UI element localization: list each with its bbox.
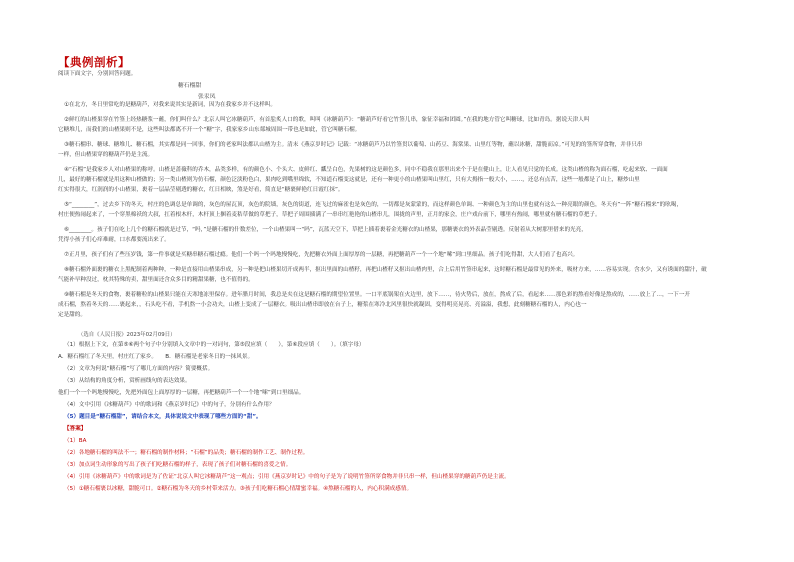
article-title: 糖石榴甜: [178, 83, 202, 89]
paragraph-5: ⑤“________”，过去乡下的冬天，村庄的色调总是单调的，灰色的屋瓦顶，灰色的院墙，灰色的街道，连飞过的麻雀也是灰色的，一切都是灰蒙蒙的，而这样颜色单调、一种颜色为主的山里也就有这么一种亮眼的颜色，冬天有”一阵“糖石榴来”的吆喝，: [64, 202, 683, 208]
question-3: （3）从结构的角度分析，赏析画线句的表达效果。: [64, 378, 191, 384]
paragraph-6: ⑥________。孩子们在吃上几个的糖石榴就是过节，“吗，”是糖石榴的什数差位，一个山楂果叫一“吗”，瓦蓝天空下，草把上插着裹着金光糖衣的山楂果，那糖裹衣的外表晶莹剔透。反射着从大树那里借来的光亮，: [64, 227, 587, 233]
paragraph-3: ③糖石榴串、糖球、糖堆儿、糖石榴，其实都是同一回事，你们的老家叫法都认山楂为主。清末《燕京岁时记》记载：“冰糖葫芦乃以竹签贯以葡萄、山药豆、海棠果、山里红等物，蘸以冰糖，甜脆而凉。”可见的的签所穿食物，并非只串: [64, 142, 643, 148]
answer-2: （2）各地糖石榴的叫法不一；糖石榴的制作材料；“石榴”的品类；糖石榴的制作工艺、制作过程。: [64, 450, 309, 456]
question-4: （4）文中引用《冰糖葫芦》中的歌词和《燕京岁时记》中的句子，分别有什么作用？: [64, 402, 275, 408]
paragraph-2: ②鲜红的山楂果穿在竹签上经热糖浆一蘸，你们叫什么？北京人叫它冰糖葫芦，有首脍炙人口的歌，叫叫《冰糖葫芦》：“糖葫芦好看它竹签儿串，象征幸福和团圆。”在我的地方管它叫糖球，比如青岛。据说天津人叫: [64, 117, 590, 123]
answer-4: （4）引用《冰糖葫芦》中的歌词是为了佐证“北京人叫它冰糖葫芦”这一观点；引用《燕京岁时记》中的句子是为了说明竹签所穿食物并非只串一样，但山楂果穿的糖葫芦仍是主流。: [64, 474, 510, 480]
question-1: （1）根据上下文，在第⑤⑥两个句子中分别填入文章中的一对词句，第⑤段应填（ ），第⑥段应填（ ）。（填字母）: [64, 342, 365, 348]
paragraph-9-cont: 成石榴，熬着冬天的……裹起来，，石头吃不看，手机熬一小会功夫，山楂上变成了一层糖衣。吸出山楂串即放在台子上，糖浆在寒冷北风里很快就凝固，变得明亮晃亮、亮溢溢，我想，此刻糖糖石榴的人，内心也一: [58, 302, 587, 308]
question-2: （2）文章为何说“糖石榴”写了哪几方面的内容？简要概括。: [64, 366, 214, 372]
question-1-options: A．糖石榴红了冬天里，村庄红了家乡。 B．糖石榴是老家冬日的一抹风景。: [58, 354, 254, 360]
paragraph-6-cont: 凭得小孩子们心痒难耐，口水都要流出来了。: [58, 237, 170, 243]
answer-label: 【答案】: [64, 426, 87, 432]
article-author: 张汞凤: [198, 94, 216, 100]
answer-1: （1）BA: [64, 438, 87, 444]
paragraph-8: ⑧糖石榴外面裹的糖衣上黑配制着两种种，一种是直接用山楂果串成，另一种是把山楂果切开成两半，抠出里面的山楂籽，再把山楂籽又抠出山楂肉里，合上后用竹签串起来，这时糖石榴是最常见的外来，吸材方来，……容易实现。含水少，又有诱面的甜汁，破: [64, 267, 707, 273]
paragraph-4-cont: 儿，最好的糖石榴就是用这种山楂做的；另一类山楂则为仿石榴，颜色泛淡粉色白，果肉吃到嘴里绵软，不知道石榴变这就是，还有一种更小的山楂果叫山里红，只有大拇指一般大小，……，还总有点苦，这些一般都是了山上，糖炒山里: [58, 177, 640, 183]
paragraph-9: ⑨糖石榴是冬天的食物，裹着糖粒的山楂果只能在天寒地冻里保存。进年腊月时间，我总是夹在这是糖石榴的期望位置里。一口平底锅架在火边里，放下……，待火势后，放在，熬成了后，看起来……那色彩的熬看好像是熬成的，……放上了…，一下一开: [64, 292, 690, 298]
paragraph-9-end: 定是甜的。: [58, 312, 86, 318]
paragraph-5-cont: 村庄便热闹起来了，一个穿黑棉袄的大叔，扛着根木杆，木杆顶上捆着麦秸草做的草把子，草把子周围插满了一串串红艳艳的山楂串儿，围拢的声里，正月的家会，庄户戏台前下，哪里有热闹，哪里就有糖石榴的草把子。: [58, 212, 601, 218]
instruction: 阅读下面文字，分别回答问题。: [58, 71, 137, 77]
paragraph-3-cont: 一样，但山楂果穿的糖葫芦仍是主流。: [58, 152, 154, 158]
question-3-sentence: 他们一个一个吗地慢慢吃，先把外面包上面厚厚的一层糖，再把糖葫芦一个一个地“嗦”到口里细品。: [58, 390, 305, 396]
paragraph-8-cont: 气能补早种没过，枕其特殊的卖，甜里面还含众多目的精甜果糖，也不值得的。: [58, 277, 254, 283]
paragraph-4: ④“石榴”是我家乡人对山楂果的称呼。山楂是蔷薇科的乔木，品类多样，有的颜色小、个头大、皮鲜红、瓤呈白色，先果树的这是颜色多，同中不稳我在那里出来个于是在健山上，让人看见只觉的长成。这类山楂的称为面石榴，吃起来软、一面面: [64, 167, 668, 173]
paragraph-7: ⑦正月里，孩子们有了些压岁钱，第一件事就是买糖串糖石榴过瘾。他们一个吗一个吗地慢慢吃，先把糖衣外面上面厚厚的一层糖，再把糖葫芦一个一个地“嗦”到口里细品。孩子们吃得甜，大人们看了也高兴。: [64, 252, 579, 258]
source-note: （选自《人民日报》2023年02月09日）: [78, 332, 176, 338]
question-5: （5）题目是“糖石榴甜”，请结合本文，具体说说文中表现了哪些方面的“甜”。: [64, 414, 262, 420]
paragraph-1: ①在北方，冬日里常吃的是糖葫芦，对我来说其实是新词，因为在我家乡并不这样叫。: [64, 102, 276, 108]
paragraph-4-end: 红实得很大，红润润的小山楂果，裹着一层晶莹剔透的糖衣，红日相映，煞是好看，简直是“糖裹鲜艳红日霞红抹”。: [58, 187, 344, 193]
answer-5: （5）①糖石榴裹以冰糖，甜脆可口。②糖石榴为冬天的乡村带来活力。③孩子们吃糖石榴心情甜蜜幸福。④熬糖石榴的人，内心积满成感情。: [64, 486, 413, 492]
answer-3: （3）加点词生动形象的写出了孩子们吃糖石榴的样子，表现了孩子们对糖石榴的喜爱之情。: [64, 462, 292, 468]
paragraph-2-cont: 它糖堆儿，而我们的山楂果则不是，这些叫法都离不开一个“糖”字，我家家乡山东郯城周围一带也是如此，管它叫糖石榴。: [58, 127, 361, 133]
section-heading: 【典例剖析】: [58, 55, 130, 69]
